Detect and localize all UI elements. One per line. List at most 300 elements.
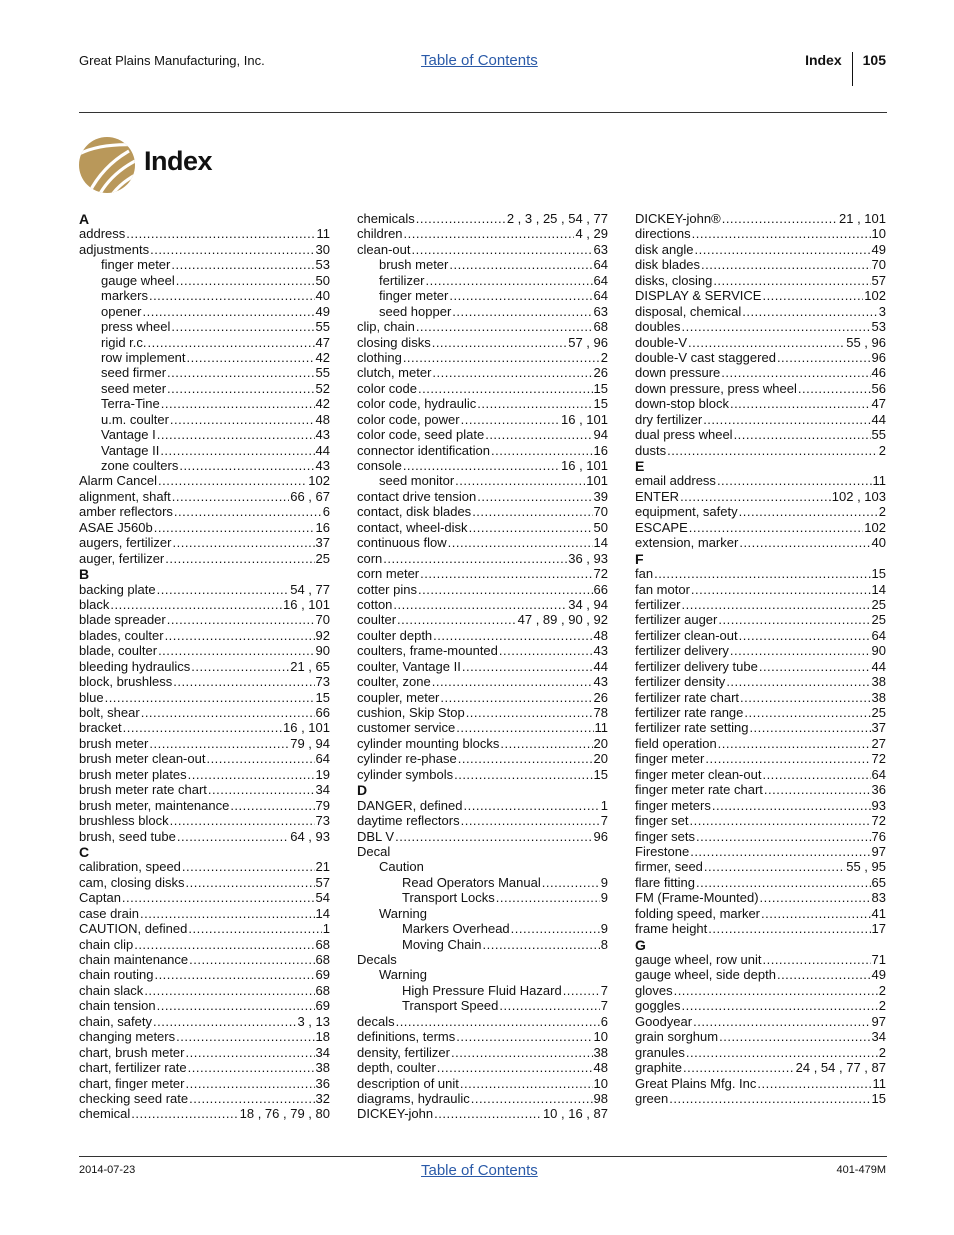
page-reference[interactable]: 64 — [593, 257, 608, 273]
index-entry[interactable] — [357, 612, 608, 627]
page-reference[interactable]: 79 , 94 — [290, 735, 330, 751]
index-entry[interactable] — [79, 335, 330, 350]
page-reference[interactable]: 54 — [315, 890, 330, 906]
index-entry[interactable] — [79, 1106, 330, 1121]
index-entry[interactable] — [635, 612, 886, 627]
index-entry[interactable] — [635, 273, 886, 288]
index-entry[interactable] — [79, 242, 330, 257]
page-reference[interactable]: 9 — [600, 874, 608, 890]
page-reference[interactable]: 70 — [315, 612, 330, 628]
index-entry[interactable] — [79, 1014, 330, 1029]
page-reference[interactable]: 1 — [600, 797, 608, 813]
index-entry[interactable] — [635, 566, 886, 581]
index-entry[interactable] — [357, 211, 608, 226]
index-entry[interactable] — [635, 443, 886, 458]
page-reference[interactable]: 16 , 101 — [283, 596, 330, 612]
index-entry[interactable] — [79, 952, 330, 967]
index-entry[interactable] — [357, 412, 608, 427]
index-entry[interactable] — [635, 643, 886, 658]
index-entry[interactable] — [357, 535, 608, 550]
page-reference[interactable]: 63 — [593, 303, 608, 319]
index-entry[interactable] — [357, 674, 608, 689]
page-reference[interactable]: 7 — [600, 982, 608, 998]
page-reference[interactable]: 10 — [871, 226, 886, 242]
page-reference[interactable]: 25 — [315, 550, 330, 566]
page-reference[interactable]: 25 — [871, 705, 886, 720]
page-reference[interactable]: 42 — [315, 396, 330, 412]
page-reference[interactable]: 97 — [871, 1013, 886, 1029]
page-reference[interactable]: 79 — [315, 797, 330, 813]
index-entry[interactable] — [635, 998, 886, 1013]
index-entry[interactable] — [357, 489, 608, 504]
page-reference[interactable]: 11 — [872, 473, 886, 489]
index-entry[interactable] — [635, 906, 886, 921]
page-reference[interactable]: 14 — [593, 535, 608, 551]
page-reference[interactable]: 26 — [593, 689, 608, 705]
page-reference[interactable]: 50 — [315, 272, 330, 288]
index-entry[interactable] — [79, 1091, 330, 1106]
index-entry[interactable] — [635, 365, 886, 380]
index-entry[interactable] — [635, 1045, 886, 1060]
index-entry[interactable] — [635, 844, 886, 859]
index-entry[interactable] — [357, 643, 608, 658]
index-entry[interactable] — [357, 288, 608, 303]
index-entry[interactable] — [79, 720, 330, 735]
page-reference[interactable]: 16 , 101 — [283, 720, 330, 736]
index-entry[interactable] — [635, 520, 886, 535]
page-reference[interactable]: 4 , 29 — [575, 226, 608, 242]
page-reference[interactable]: 18 , 76 , 79 , 80 — [239, 1106, 330, 1122]
index-entry[interactable] — [635, 967, 886, 982]
index-entry[interactable] — [79, 674, 330, 689]
index-entry[interactable] — [357, 396, 608, 411]
page-reference[interactable]: 83 — [871, 890, 886, 906]
page-reference[interactable]: 49 — [871, 967, 886, 983]
page-reference[interactable]: 19 — [315, 766, 330, 782]
page-reference[interactable]: 15 — [593, 766, 608, 782]
index-entry[interactable] — [79, 473, 330, 488]
page-reference[interactable]: 15 — [871, 1090, 886, 1106]
page-reference[interactable]: 93 — [871, 797, 886, 813]
page-reference[interactable]: 55 — [315, 365, 330, 381]
page-reference[interactable]: 2 — [878, 442, 886, 458]
page-reference[interactable]: 37 — [315, 535, 330, 551]
index-entry[interactable] — [635, 597, 886, 612]
index-entry[interactable] — [635, 767, 886, 782]
index-entry[interactable] — [635, 350, 886, 365]
index-entry[interactable] — [79, 273, 330, 288]
index-entry[interactable] — [635, 983, 886, 998]
index-entry[interactable] — [357, 1106, 608, 1121]
page-reference[interactable]: 96 — [593, 828, 608, 844]
page-reference[interactable]: 57 — [315, 874, 330, 890]
page-reference[interactable]: 44 — [871, 658, 886, 674]
index-entry[interactable] — [79, 1076, 330, 1091]
page-reference[interactable]: 40 — [871, 535, 886, 551]
page-reference[interactable]: 14 — [315, 905, 330, 921]
index-entry[interactable] — [79, 643, 330, 658]
page-reference[interactable]: 102 — [864, 519, 886, 535]
page-reference[interactable]: 70 — [871, 257, 886, 273]
index-entry[interactable] — [79, 829, 330, 844]
page-reference[interactable]: 66 — [593, 581, 608, 597]
page-reference[interactable]: 3 , 13 — [297, 1013, 330, 1029]
page-reference[interactable]: 90 — [315, 643, 330, 659]
index-entry[interactable] — [635, 226, 886, 241]
page-reference[interactable]: 1 — [322, 921, 330, 937]
index-entry[interactable] — [357, 226, 608, 241]
page-reference[interactable]: 39 — [593, 488, 608, 504]
page-reference[interactable]: 56 — [871, 380, 886, 396]
page-reference[interactable]: 48 — [315, 411, 330, 427]
index-entry[interactable] — [79, 504, 330, 519]
index-entry[interactable] — [635, 1076, 886, 1091]
page-reference[interactable]: 25 — [871, 612, 886, 628]
index-entry[interactable] — [357, 319, 608, 334]
index-entry[interactable] — [635, 1091, 886, 1106]
page-reference[interactable]: 47 , 89 , 90 , 92 — [517, 612, 608, 628]
page-reference[interactable]: 64 — [593, 272, 608, 288]
page-reference[interactable]: 15 — [593, 396, 608, 412]
page-reference[interactable]: 7 — [600, 998, 608, 1014]
page-reference[interactable]: 6 — [600, 1013, 608, 1029]
index-entry[interactable] — [79, 304, 330, 319]
page-reference[interactable]: 15 — [315, 689, 330, 705]
index-entry[interactable] — [357, 720, 608, 735]
index-entry[interactable] — [357, 751, 608, 766]
index-entry[interactable] — [635, 875, 886, 890]
page-reference[interactable]: 20 — [593, 735, 608, 751]
page-reference[interactable]: 11 — [872, 1075, 886, 1091]
page-reference[interactable]: 34 — [315, 1044, 330, 1060]
page-reference[interactable]: 65 — [871, 874, 886, 890]
index-entry[interactable] — [357, 1014, 608, 1029]
index-entry[interactable] — [635, 535, 886, 550]
index-entry[interactable] — [357, 381, 608, 396]
page-reference[interactable]: 10 , 16 , 87 — [542, 1106, 608, 1122]
page-reference[interactable]: 72 — [593, 566, 608, 582]
index-entry[interactable] — [357, 1091, 608, 1106]
index-entry[interactable] — [635, 890, 886, 905]
index-entry[interactable] — [79, 859, 330, 874]
index-entry[interactable] — [635, 473, 886, 488]
index-entry[interactable] — [357, 998, 608, 1013]
page-reference[interactable]: 57 — [871, 272, 886, 288]
index-entry[interactable] — [635, 335, 886, 350]
page-reference[interactable]: 44 — [315, 442, 330, 458]
index-entry[interactable] — [635, 798, 886, 813]
index-entry[interactable] — [635, 412, 886, 427]
index-entry[interactable] — [79, 921, 330, 936]
index-entry[interactable] — [357, 628, 608, 643]
page-reference[interactable]: 53 — [871, 319, 886, 335]
page-reference[interactable]: 52 — [315, 380, 330, 396]
page-reference[interactable]: 49 — [871, 241, 886, 257]
index-entry[interactable] — [635, 257, 886, 272]
index-entry[interactable] — [635, 952, 886, 967]
index-entry[interactable] — [635, 242, 886, 257]
page-reference[interactable]: 47 — [871, 396, 886, 412]
index-entry[interactable] — [79, 813, 330, 828]
index-entry[interactable] — [79, 381, 330, 396]
page-reference[interactable]: 34 — [315, 782, 330, 798]
index-entry[interactable] — [635, 211, 886, 226]
page-reference[interactable]: 2 — [878, 982, 886, 998]
index-entry[interactable] — [79, 751, 330, 766]
page-reference[interactable]: 11 — [316, 226, 330, 242]
page-reference[interactable]: 78 — [593, 705, 608, 720]
page-reference[interactable]: 90 — [871, 643, 886, 659]
page-reference[interactable]: 48 — [593, 627, 608, 643]
index-entry[interactable] — [635, 427, 886, 442]
page-reference[interactable]: 101 — [586, 473, 608, 489]
table-of-contents-link-top[interactable]: Table of Contents — [421, 52, 538, 69]
page-reference[interactable]: 92 — [315, 627, 330, 643]
index-entry[interactable] — [357, 767, 608, 782]
page-reference[interactable]: 96 — [871, 349, 886, 365]
index-entry[interactable] — [357, 690, 608, 705]
index-entry[interactable] — [357, 1045, 608, 1060]
page-reference[interactable]: 21 , 101 — [839, 211, 886, 226]
index-entry[interactable] — [357, 582, 608, 597]
index-entry[interactable] — [357, 875, 608, 890]
index-entry[interactable] — [79, 736, 330, 751]
table-of-contents-link-bottom[interactable]: Table of Contents — [421, 1162, 538, 1179]
page-reference[interactable]: 49 — [315, 303, 330, 319]
page-reference[interactable]: 72 — [871, 813, 886, 829]
index-entry[interactable] — [79, 226, 330, 241]
page-reference[interactable]: 24 , 54 , 77 , 87 — [795, 1060, 886, 1076]
page-reference[interactable]: 14 — [871, 581, 886, 597]
page-reference[interactable]: 70 — [593, 504, 608, 520]
page-reference[interactable]: 3 — [878, 303, 886, 319]
index-entry[interactable] — [635, 319, 886, 334]
index-entry[interactable] — [357, 473, 608, 488]
page-reference[interactable]: 2 — [878, 504, 886, 520]
index-entry[interactable] — [635, 782, 886, 797]
index-entry[interactable] — [635, 1014, 886, 1029]
index-entry[interactable] — [357, 520, 608, 535]
page-reference[interactable]: 44 — [593, 658, 608, 674]
index-entry[interactable] — [357, 813, 608, 828]
page-reference[interactable]: 97 — [871, 843, 886, 859]
index-entry[interactable] — [79, 782, 330, 797]
page-reference[interactable]: 15 — [593, 380, 608, 396]
index-entry[interactable] — [635, 288, 886, 303]
index-entry[interactable] — [79, 798, 330, 813]
index-entry[interactable] — [357, 705, 608, 720]
index-entry[interactable] — [79, 319, 330, 334]
index-entry[interactable] — [79, 365, 330, 380]
page-reference[interactable]: 63 — [593, 241, 608, 257]
page-reference[interactable]: 26 — [593, 365, 608, 381]
page-reference[interactable]: 34 — [871, 1029, 886, 1045]
index-entry[interactable] — [635, 859, 886, 874]
page-reference[interactable]: 47 — [315, 334, 330, 350]
index-entry[interactable] — [79, 767, 330, 782]
index-entry[interactable] — [635, 304, 886, 319]
page-reference[interactable]: 38 — [871, 689, 886, 705]
page-reference[interactable]: 20 — [593, 751, 608, 767]
index-entry[interactable] — [635, 674, 886, 689]
index-entry[interactable] — [357, 829, 608, 844]
index-entry[interactable] — [357, 1029, 608, 1044]
index-entry[interactable] — [635, 813, 886, 828]
index-entry[interactable] — [635, 396, 886, 411]
index-entry[interactable] — [357, 350, 608, 365]
page-reference[interactable]: 72 — [871, 751, 886, 767]
index-entry[interactable] — [357, 798, 608, 813]
index-entry[interactable] — [357, 335, 608, 350]
index-entry[interactable] — [79, 628, 330, 643]
page-reference[interactable]: 38 — [871, 674, 886, 690]
index-entry[interactable] — [79, 257, 330, 272]
page-reference[interactable]: 42 — [315, 349, 330, 365]
page-reference[interactable]: 94 — [593, 427, 608, 443]
page-reference[interactable]: 9 — [600, 921, 608, 937]
page-reference[interactable]: 64 , 93 — [290, 828, 330, 844]
index-entry[interactable] — [357, 365, 608, 380]
index-entry[interactable] — [79, 1045, 330, 1060]
page-reference[interactable]: 54 , 77 — [290, 581, 330, 597]
page-reference[interactable]: 43 — [593, 674, 608, 690]
index-entry[interactable] — [79, 705, 330, 720]
page-reference[interactable]: 73 — [315, 674, 330, 690]
page-reference[interactable]: 16 — [315, 519, 330, 535]
index-entry[interactable] — [79, 983, 330, 998]
page-reference[interactable]: 36 , 93 — [568, 550, 608, 566]
index-entry[interactable] — [79, 350, 330, 365]
page-reference[interactable]: 15 — [871, 566, 886, 582]
index-entry[interactable] — [79, 458, 330, 473]
page-reference[interactable]: 37 — [871, 720, 886, 736]
index-entry[interactable] — [79, 690, 330, 705]
page-reference[interactable]: 40 — [315, 288, 330, 304]
page-reference[interactable]: 16 , 101 — [561, 458, 608, 473]
page-reference[interactable]: 21 — [315, 859, 330, 875]
page-reference[interactable]: 30 — [315, 241, 330, 257]
page-reference[interactable]: 10 — [593, 1029, 608, 1045]
index-entry[interactable] — [79, 937, 330, 952]
page-reference[interactable]: 102 — [308, 473, 330, 489]
index-entry[interactable] — [635, 1060, 886, 1075]
page-reference[interactable]: 50 — [593, 519, 608, 535]
page-reference[interactable]: 55 — [315, 319, 330, 335]
index-entry[interactable] — [635, 1029, 886, 1044]
page-reference[interactable]: 7 — [600, 813, 608, 829]
index-entry[interactable] — [635, 504, 886, 519]
page-reference[interactable]: 71 — [871, 952, 886, 967]
page-reference[interactable]: 55 — [871, 427, 886, 443]
page-reference[interactable]: 64 — [871, 627, 886, 643]
page-reference[interactable]: 2 — [600, 349, 608, 365]
index-entry[interactable] — [79, 520, 330, 535]
page-reference[interactable]: 68 — [315, 936, 330, 952]
index-entry[interactable] — [357, 504, 608, 519]
index-entry[interactable] — [79, 535, 330, 550]
index-entry[interactable] — [635, 751, 886, 766]
page-reference[interactable]: 66 , 67 — [290, 488, 330, 504]
page-reference[interactable]: 41 — [871, 905, 886, 921]
index-entry[interactable] — [357, 1060, 608, 1075]
index-entry[interactable] — [635, 921, 886, 936]
page-reference[interactable]: 98 — [593, 1090, 608, 1106]
page-reference[interactable]: 64 — [871, 766, 886, 782]
index-entry[interactable] — [635, 829, 886, 844]
page-reference[interactable]: 46 — [871, 365, 886, 381]
page-reference[interactable]: 102 — [864, 288, 886, 304]
index-entry[interactable] — [635, 628, 886, 643]
page-reference[interactable]: 68 — [315, 952, 330, 967]
index-entry[interactable] — [635, 489, 886, 504]
page-reference[interactable]: 43 — [593, 643, 608, 659]
page-reference[interactable]: 18 — [315, 1029, 330, 1045]
page-reference[interactable]: 73 — [315, 813, 330, 829]
page-reference[interactable]: 69 — [315, 967, 330, 983]
index-entry[interactable] — [357, 890, 608, 905]
page-reference[interactable]: 57 , 96 — [568, 334, 608, 350]
index-entry[interactable] — [357, 273, 608, 288]
index-entry[interactable] — [357, 659, 608, 674]
page-reference[interactable]: 2 — [878, 1044, 886, 1060]
page-reference[interactable]: 21 , 65 — [290, 658, 330, 674]
page-reference[interactable]: 69 — [315, 998, 330, 1014]
index-entry[interactable] — [79, 412, 330, 427]
index-entry[interactable] — [357, 443, 608, 458]
page-reference[interactable]: 17 — [871, 921, 886, 937]
index-entry[interactable] — [357, 597, 608, 612]
page-reference[interactable]: 53 — [315, 257, 330, 273]
index-entry[interactable] — [79, 427, 330, 442]
index-entry[interactable] — [357, 921, 608, 936]
page-reference[interactable]: 11 — [594, 720, 608, 736]
index-entry[interactable] — [635, 736, 886, 751]
page-reference[interactable]: 27 — [871, 735, 886, 751]
index-entry[interactable] — [357, 983, 608, 998]
index-entry[interactable] — [357, 551, 608, 566]
page-reference[interactable]: 34 , 94 — [568, 596, 608, 612]
index-entry[interactable] — [635, 659, 886, 674]
index-entry[interactable] — [79, 612, 330, 627]
page-reference[interactable]: 25 — [871, 596, 886, 612]
index-entry[interactable] — [79, 551, 330, 566]
index-entry[interactable] — [635, 381, 886, 396]
page-reference[interactable]: 43 — [315, 458, 330, 473]
index-entry[interactable] — [635, 705, 886, 720]
page-reference[interactable]: 2 , 3 , 25 , 54 , 77 — [506, 211, 608, 226]
page-reference[interactable]: 48 — [593, 1060, 608, 1076]
page-reference[interactable]: 44 — [871, 411, 886, 427]
index-entry[interactable] — [79, 489, 330, 504]
index-entry[interactable] — [635, 582, 886, 597]
page-reference[interactable]: 38 — [593, 1044, 608, 1060]
page-reference[interactable]: 55 , 95 — [846, 859, 886, 875]
index-entry[interactable] — [79, 1060, 330, 1075]
index-entry[interactable] — [79, 396, 330, 411]
index-entry[interactable] — [635, 690, 886, 705]
page-reference[interactable]: 36 — [871, 782, 886, 798]
page-reference[interactable]: 66 — [315, 705, 330, 720]
page-reference[interactable]: 76 — [871, 828, 886, 844]
page-reference[interactable]: 16 — [593, 442, 608, 458]
index-entry[interactable] — [79, 875, 330, 890]
index-entry[interactable] — [79, 906, 330, 921]
index-entry[interactable] — [357, 566, 608, 581]
index-entry[interactable] — [635, 720, 886, 735]
index-entry[interactable] — [79, 967, 330, 982]
index-entry[interactable] — [357, 257, 608, 272]
page-reference[interactable]: 8 — [600, 936, 608, 952]
